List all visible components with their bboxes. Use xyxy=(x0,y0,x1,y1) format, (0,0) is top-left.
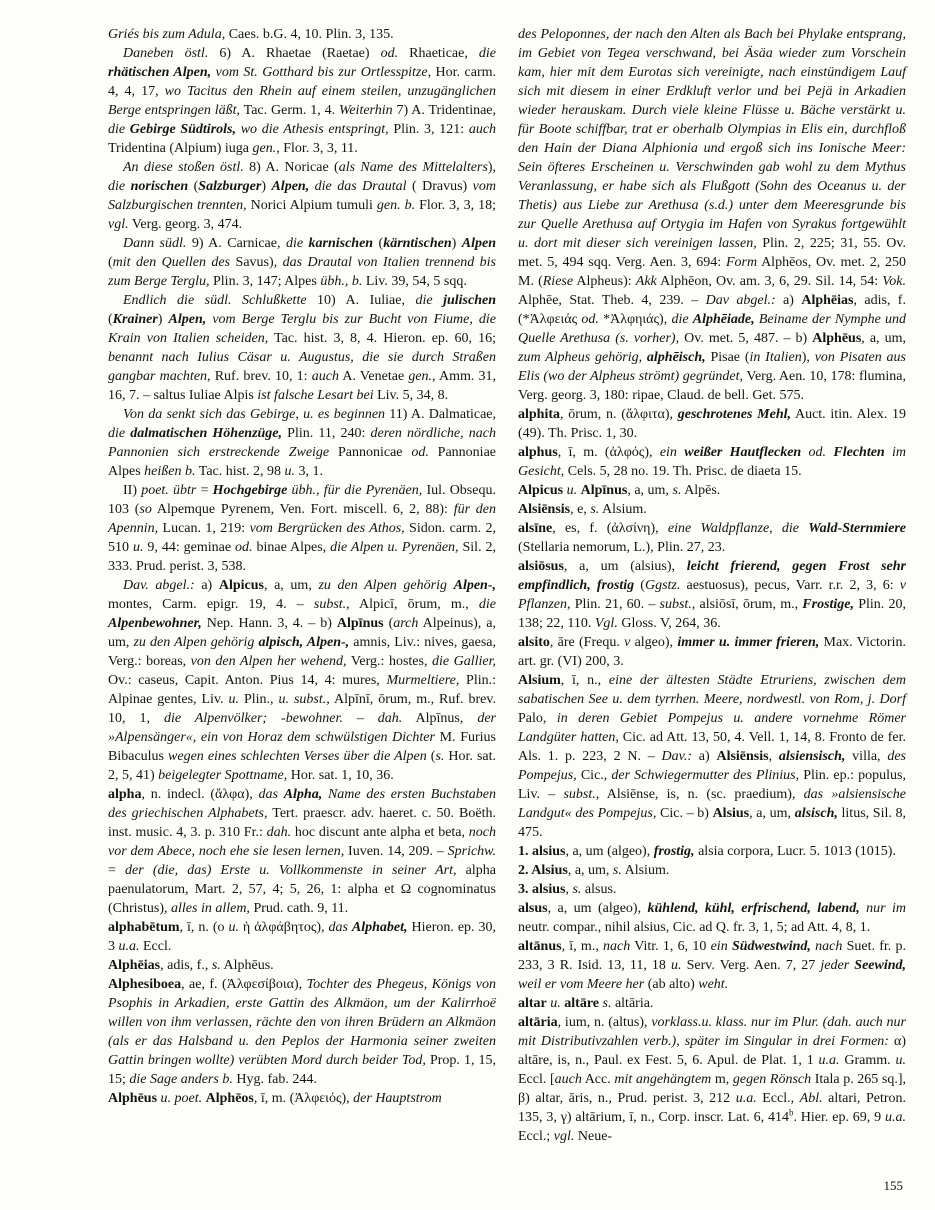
paragraph: Endlich die südl. Schlußkette 10) A. Iuliae, die julischen (Krainer) Alpen, vom Berge Terglu bis zur Bucht von Fiume, die Krain von Italien scheiden, Tac. hist. 3, 8, 4. Hieron. ep. 60, 16; benannt nach Iulius Cäsar u. Augustus, die sie durch Straßen gangbar machten, Ruf. brev. 10, 1: auch A. Venetae gen., Amm. 31, 16, 7. – saltus Iuliae Alpis ist falsche Lesart bei Liv. 5, 34, 8. xyxy=(108,293,497,403)
paragraph: Alsium, ī, n., eine der ältesten Städte Etruriens, zwischen dem sabatischen See u. dem tyrrhen. Meere, nordwestl. von Rom, j. Dorf Palo, in deren Gebiet Pompejus u. andere vornehme Römer Landgüter hatten, Cic. ad Att. 13, 50, 4. Vell. 1, 14, 8. Fronto de fer. Als. 1. p. 223, 2 N. – Dav.: a) Alsiēnsis, alsiensisch, villa, des Pompejus, Cic., der Schwiegermutter des Plinius, Plin. ep.: populus, Liv. – subst., Alsiēnse, is, n. (sc. praedium), das »alsiensische Landgut« des Pompejus, Cic. – b) Alsius, a, um, alsisch, litus, Sil. 8, 475. xyxy=(518,673,907,840)
paragraph: Alsiēnsis, e, s. Alsium. xyxy=(518,502,647,517)
paragraph: des Peloponnes, der nach den Alten als Bach bei Phylake entsprang, im Gebiet von Tegea verschwand, bei Äsäa wieder zum Vorschein kam, hier mit dem Eurotas sich vereinigte, nach einstündigem Lauf sich mit diesem in einer Erdkluft verlor und bei Pejä in Arkadien wieder herauskam. Durch viele kleine Flüsse u. Bäche verstärkt u. für Boote schiffbar, trat er oberhalb Olympias in Elis ein, durchfloß den Hain der Diana Alphionia und ergoß sich ins Ionische Meer: Sein öfteres Erscheinen u. Verschwinden gab wohl zu dem Mythus Veranlassung, er habe sich als Flußgott (Sohn des Oceanus u. der Thetis) aus Liebe zur Arethusa (s.d.) unter dem Meeresgrunde bis zur Quelle Arethusa auf Ortygia im Hafen von Syrakus fortgewühlt u. dort mit dieser sich vereinigen lassen, Plin. 2, 225; 31, 55. Ov. met. 5, 494 sqq. Verg. Aen. 3, 694: Form Alphēos, Ov. met. 2, 250 M. (Riese Alpheus): Akk Alphēon, Ov. am. 3, 6, 29. Sil. 14, 54: Vok. Alphēe, Stat. Theb. 4, 239. – Dav abgel.: a) Alphēias, adis, f. (*Ἀλφειάς od. *Ἀλφηιάς), die Alphēiade, Beiname der Nymphe und Quelle Arethusa (s. vorher), Ov. met. 5, 487. – b) Alphēus, a, um, zum Alpheus gehörig, alphēisch, Pisae (in Italien), von Pisaten aus Elis (wo der Alpheus strömt) gegründet, Verg. Aen. 10, 178: flumina, Verg. georg. 3, 180: ripae, Claud. de bell. Get. 575. xyxy=(518,27,906,403)
paragraph: alpha, n. indecl. (ἄλφα), das Alpha, Name des ersten Buchstaben des griechischen Alphabets, Tert. praescr. adv. haeret. c. 50. Boëth. inst. music. 4, 3. p. 310 Fr.: dah. hoc discunt ante alpha et beta, noch vor dem Abece, noch ehe sie lesen lernen, Iuven. 14, 209. – Sprichw. = der (die, das) Erste u. Vollkommenste in seiner Art, alpha paenulatorum, Mart. 2, 57, 4; 5, 26, 1: alpha et Ω cognominatus (Christus), alles in allem, Prud. cath. 9, 11. xyxy=(108,787,497,916)
paragraph: Alpicus u. Alpīnus, a, um, s. Alpēs. xyxy=(518,483,721,498)
right-column xyxy=(518,25,906,1146)
paragraph: Griés bis zum Adula, Caes. b.G. 4, 10. Plin. 3, 135. xyxy=(108,27,394,42)
left-column xyxy=(108,25,496,1146)
paragraph: Dann südl. 9) A. Carnicae, die karnischen (kärntischen) Alpen (mit den Quellen des Savus), das Drautal von Italien trennend bis zum Berge Terglu, Plin. 3, 147; Alpes übh., b. Liv. 39, 54, 5 sqq. xyxy=(108,236,496,289)
paragraph: altar u. altāre s. altāria. xyxy=(518,996,654,1011)
paragraph: alsīne, es, f. (ἀλσίνη), eine Waldpflanze, die Wald-Sternmiere (Stellaria nemorum, L.), Plin. 27, 23. xyxy=(518,521,906,555)
paragraph: Alphēus u. poet. Alphēos, ī, m. (Ἀλφειός), der Hauptstrom xyxy=(108,1091,442,1106)
page-body xyxy=(108,25,906,1146)
paragraph: altāria, ium, n. (altus), vorklass.u. klass. nur im Plur. (dah. auch nur mit Distributivzahlen verb.), später im Singular in drei Formen: α) altāre, is, n., Paul. ex Fest. 5, 6. Apul. de Plat. 1, 1 u.a. Gramm. u. Eccl. [auch Acc. mit angehängtem m, gegen Rönsch Itala p. 265 sq.], β) altar, āris, n., Prud. perist. 3, 212 u.a. Eccl., Abl. altari, Petron. 135, 3, γ) altārium, ī, n., Corp. inscr. Lat. 6, 414$^b$. Hier. ep. 69, 9 u.a. Eccl.; vgl. Neue- xyxy=(518,1015,907,1144)
paragraph: Von da senkt sich das Gebirge, u. es beginnen 11) A. Dalmaticae, die dalmatischen Höhenzüge, Plin. 11, 240: deren nördliche, nach Pannonien sich erstreckende Zweige Pannonicae od. Pannoniae Alpes heißen b. Tac. hist. 2, 98 u. 3, 1. xyxy=(108,407,496,479)
paragraph: Dav. abgel.: a) Alpicus, a, um, zu den Alpen gehörig Alpen-, montes, Carm. epigr. 19, 4. – subst., Alpicī, ōrum, m., die Alpenbewohner, Nep. Hann. 3, 4. – b) Alpīnus (arch Alpeinus), a, um, zu den Alpen gehörig alpisch, Alpen-, amnis, Liv.: nives, gaesa, Verg.: boreas, von den Alpen her wehend, Verg.: hostes, die Gallier, Ov.: caseus, Capit. Anton. Pius 14, 4: mures, Murmeltiere, Plin.: Alpinae gentes, Liv. u. Plin., u. subst., Alpīnī, ōrum, m., Ruf. brev. 10, 1, die Alpenvölker; -bewohner. – dah. Alpīnus, der »Alpensänger«, ein von Horaz dem schwülstigen Dichter M. Furius Bibaculus wegen eines schlechten Verses über die Alpen (s. Hor. sat. 2, 5, 41) beigelegter Spottname, Hor. sat. 1, 10, 36. xyxy=(108,578,497,783)
page-number: 155 xyxy=(883,1178,903,1193)
paragraph: alphus, ī, m. (ἀλφός), ein weißer Hautflecken od. Flechten im Gesicht, Cels. 5, 28 no. 19. Th. Prisc. de diaeta 15. xyxy=(518,445,907,479)
paragraph: 3. alsius, s. alsus. xyxy=(518,882,617,897)
paragraph: Daneben östl. 6) A. Rhaetae (Raetae) od. Rhaeticae, die rhätischen Alpen, vom St. Gotthard bis zur Ortlesspitze, Hor. carm. 4, 4, 17, wo Tacitus den Rhein auf einem steilen, unzugänglichen Berge entspringen läßt, Tac. Germ. 1, 4. Weiterhin 7) A. Tridentinae, die Gebirge Südtirols, wo die Athesis entspringt, Plin. 3, 121: auch Tridentina (Alpium) iuga gen., Flor. 3, 3, 11. xyxy=(108,46,497,156)
paragraph: altānus, ī, m., nach Vitr. 1, 6, 10 ein Südwestwind, nach Suet. fr. p. 233, 3 R. Isid. 13, 11, 18 u. Serv. Verg. Aen. 7, 27 jeder Seewind, weil er vom Meere her (ab alto) weht. xyxy=(518,939,907,992)
paragraph: An diese stoßen östl. 8) A. Noricae (als Name des Mittelalters), die norischen (Salzburger) Alpen, die das Drautal ( Dravus) vom Salzburgischen trennten, Norici Alpium tumuli gen. b. Flor. 3, 3, 18; vgl. Verg. georg. 3, 474. xyxy=(108,160,496,232)
paragraph: Alphesiboea, ae, f. (Ἀλφεσίβοια), Tochter des Phegeus, Königs von Psophis in Arkadien, erste Gattin des Alkmäon, um der Kalirrhoë willen von ihm verlassen, rächte den von ihren Brüdern an Alkmäon (als er das Halsband u. den Peplos der Harmonia seiner zweiten Gattin bringen wollte) verübten Mord durch beider Tod, Prop. 1, 15, 15; die Sage anders b. Hyg. fab. 244. xyxy=(108,977,496,1087)
paragraph: alsiōsus, a, um (alsius), leicht frierend, gegen Frost sehr empfindlich, frostig (Ggstz. aestuosus), pecus, Varr. r.r. 2, 3, 6: v Pflanzen, Plin. 21, 60. – subst., alsiōsī, ōrum, m., Frostige, Plin. 20, 138; 22, 110. Vgl. Gloss. V, 264, 36. xyxy=(518,559,906,631)
paragraph: II) poet. übtr = Hochgebirge übh., für die Pyrenäen, Iul. Obsequ. 103 (so Alpemque Pyrenem, Ven. Fort. miscell. 6, 2, 88): für den Apennin, Lucan. 1, 219: vom Bergrücken des Athos, Sidon. carm. 2, 510 u. 9, 44: geminae od. binae Alpes, die Alpen u. Pyrenäen, Sil. 2, 333. Prud. perist. 3, 538. xyxy=(108,483,497,574)
paragraph: alphita, ōrum, n. (ἄλφιτα), geschrotenes Mehl, Auct. itin. Alex. 19 (49). Th. Prisc. 1, 30. xyxy=(518,407,906,441)
paragraph: Alphēias, adis, f., s. Alphēus. xyxy=(108,958,274,973)
paragraph: alsus, a, um (algeo), kühlend, kühl, erfrischend, labend, nur im neutr. compar., nihil alsius, Cic. ad Q. fr. 3, 1, 5; ad Att. 4, 8, 1. xyxy=(518,901,906,935)
paragraph: alsito, āre (Frequ. v algeo), immer u. immer frieren, Max. Victorin. art. gr. (VI) 200, 3. xyxy=(518,635,906,669)
paragraph: alphabētum, ī, n. (ο u. ἡ ἀλφάβητος), das Alphabet, Hieron. ep. 30, 3 u.a. Eccl. xyxy=(108,920,496,954)
paragraph: 2. Alsius, a, um, s. Alsium. xyxy=(518,863,670,878)
paragraph: 1. alsius, a, um (algeo), frostig, alsia corpora, Lucr. 5. 1013 (1015). xyxy=(518,844,896,859)
